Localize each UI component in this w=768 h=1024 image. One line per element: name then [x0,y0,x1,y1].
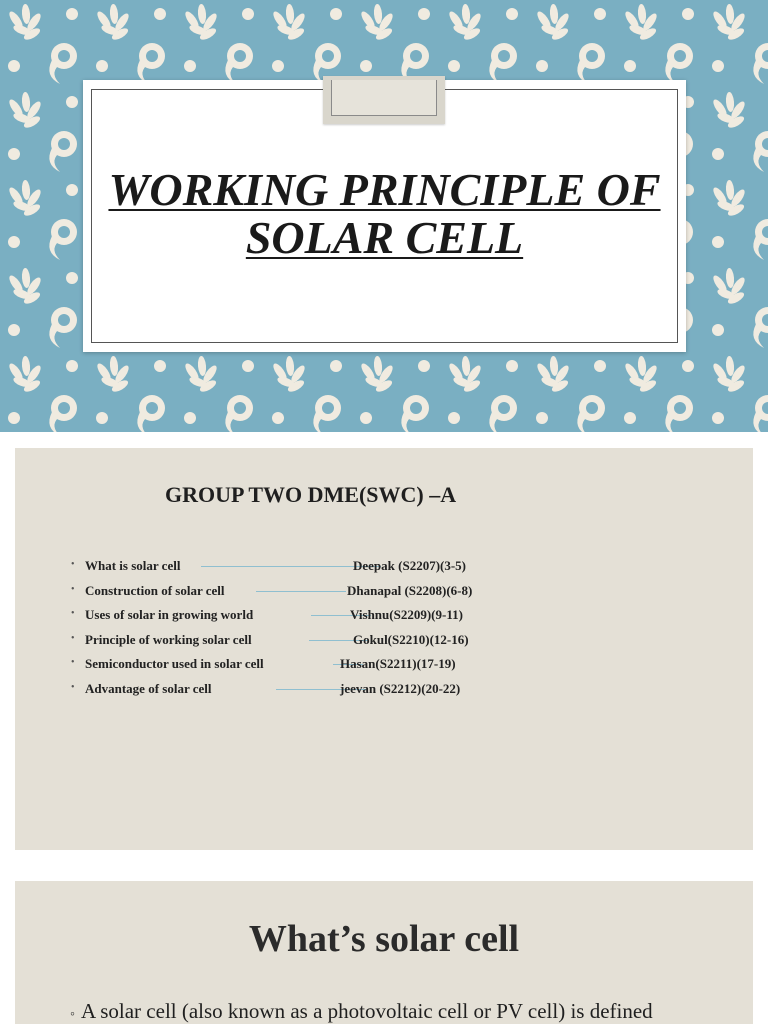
circle-bullet-icon: ◦ [70,1007,75,1022]
list-item [71,656,731,681]
slide-title-line2: SOLAR CELL [245,212,524,263]
connector-line [256,591,346,592]
circle-bullet-icon: • [71,608,75,620]
member-name: Dhanapal (S2208)(6-8) [347,582,473,598]
topic-label: Uses of solar in growing world [85,607,254,623]
topic-label: Construction of solar cell [85,582,225,598]
topic-label: Advantage of solar cell [85,680,212,696]
list-item [71,558,731,583]
list-item [71,607,731,632]
definition-slide [15,881,753,1024]
slide-title [83,166,686,262]
definition-title: What’s solar cell [248,918,520,960]
list-item [71,681,731,706]
circle-bullet-icon: • [71,559,75,570]
member-name: Gokul(S2210)(12-16) [353,631,469,647]
member-name: Vishnu(S2209)(9-11) [350,607,463,623]
member-name: Deepak (S2207)(3-5) [353,558,467,573]
circle-bullet-icon: • [71,632,75,644]
circle-bullet-icon: • [71,657,75,669]
definition-sentence: A solar cell (also known as a photovoltaic cell or PV cell) is defined [80,999,653,1023]
title-slide [0,0,768,432]
title-card [83,80,686,352]
list-item [71,632,731,657]
member-list [71,558,731,706]
group-heading: GROUP TWO DME(SWC) –A [165,482,457,507]
circle-bullet-icon: • [71,681,75,693]
circle-bullet-icon: • [71,583,75,595]
title-card-tab [323,76,445,124]
group-slide [15,448,753,850]
member-name: jeevan (S2212)(20-22) [340,680,461,696]
list-item [71,583,731,608]
slide-title-line1: WORKING PRINCIPLE OF [108,164,661,215]
definition-text [70,999,653,1024]
topic-label: Semiconductor used in solar cell [85,656,264,672]
member-name: Hasan(S2211)(17-19) [340,656,456,672]
topic-label: Principle of working solar cell [85,631,252,647]
topic-label: What is solar cell [85,558,181,573]
